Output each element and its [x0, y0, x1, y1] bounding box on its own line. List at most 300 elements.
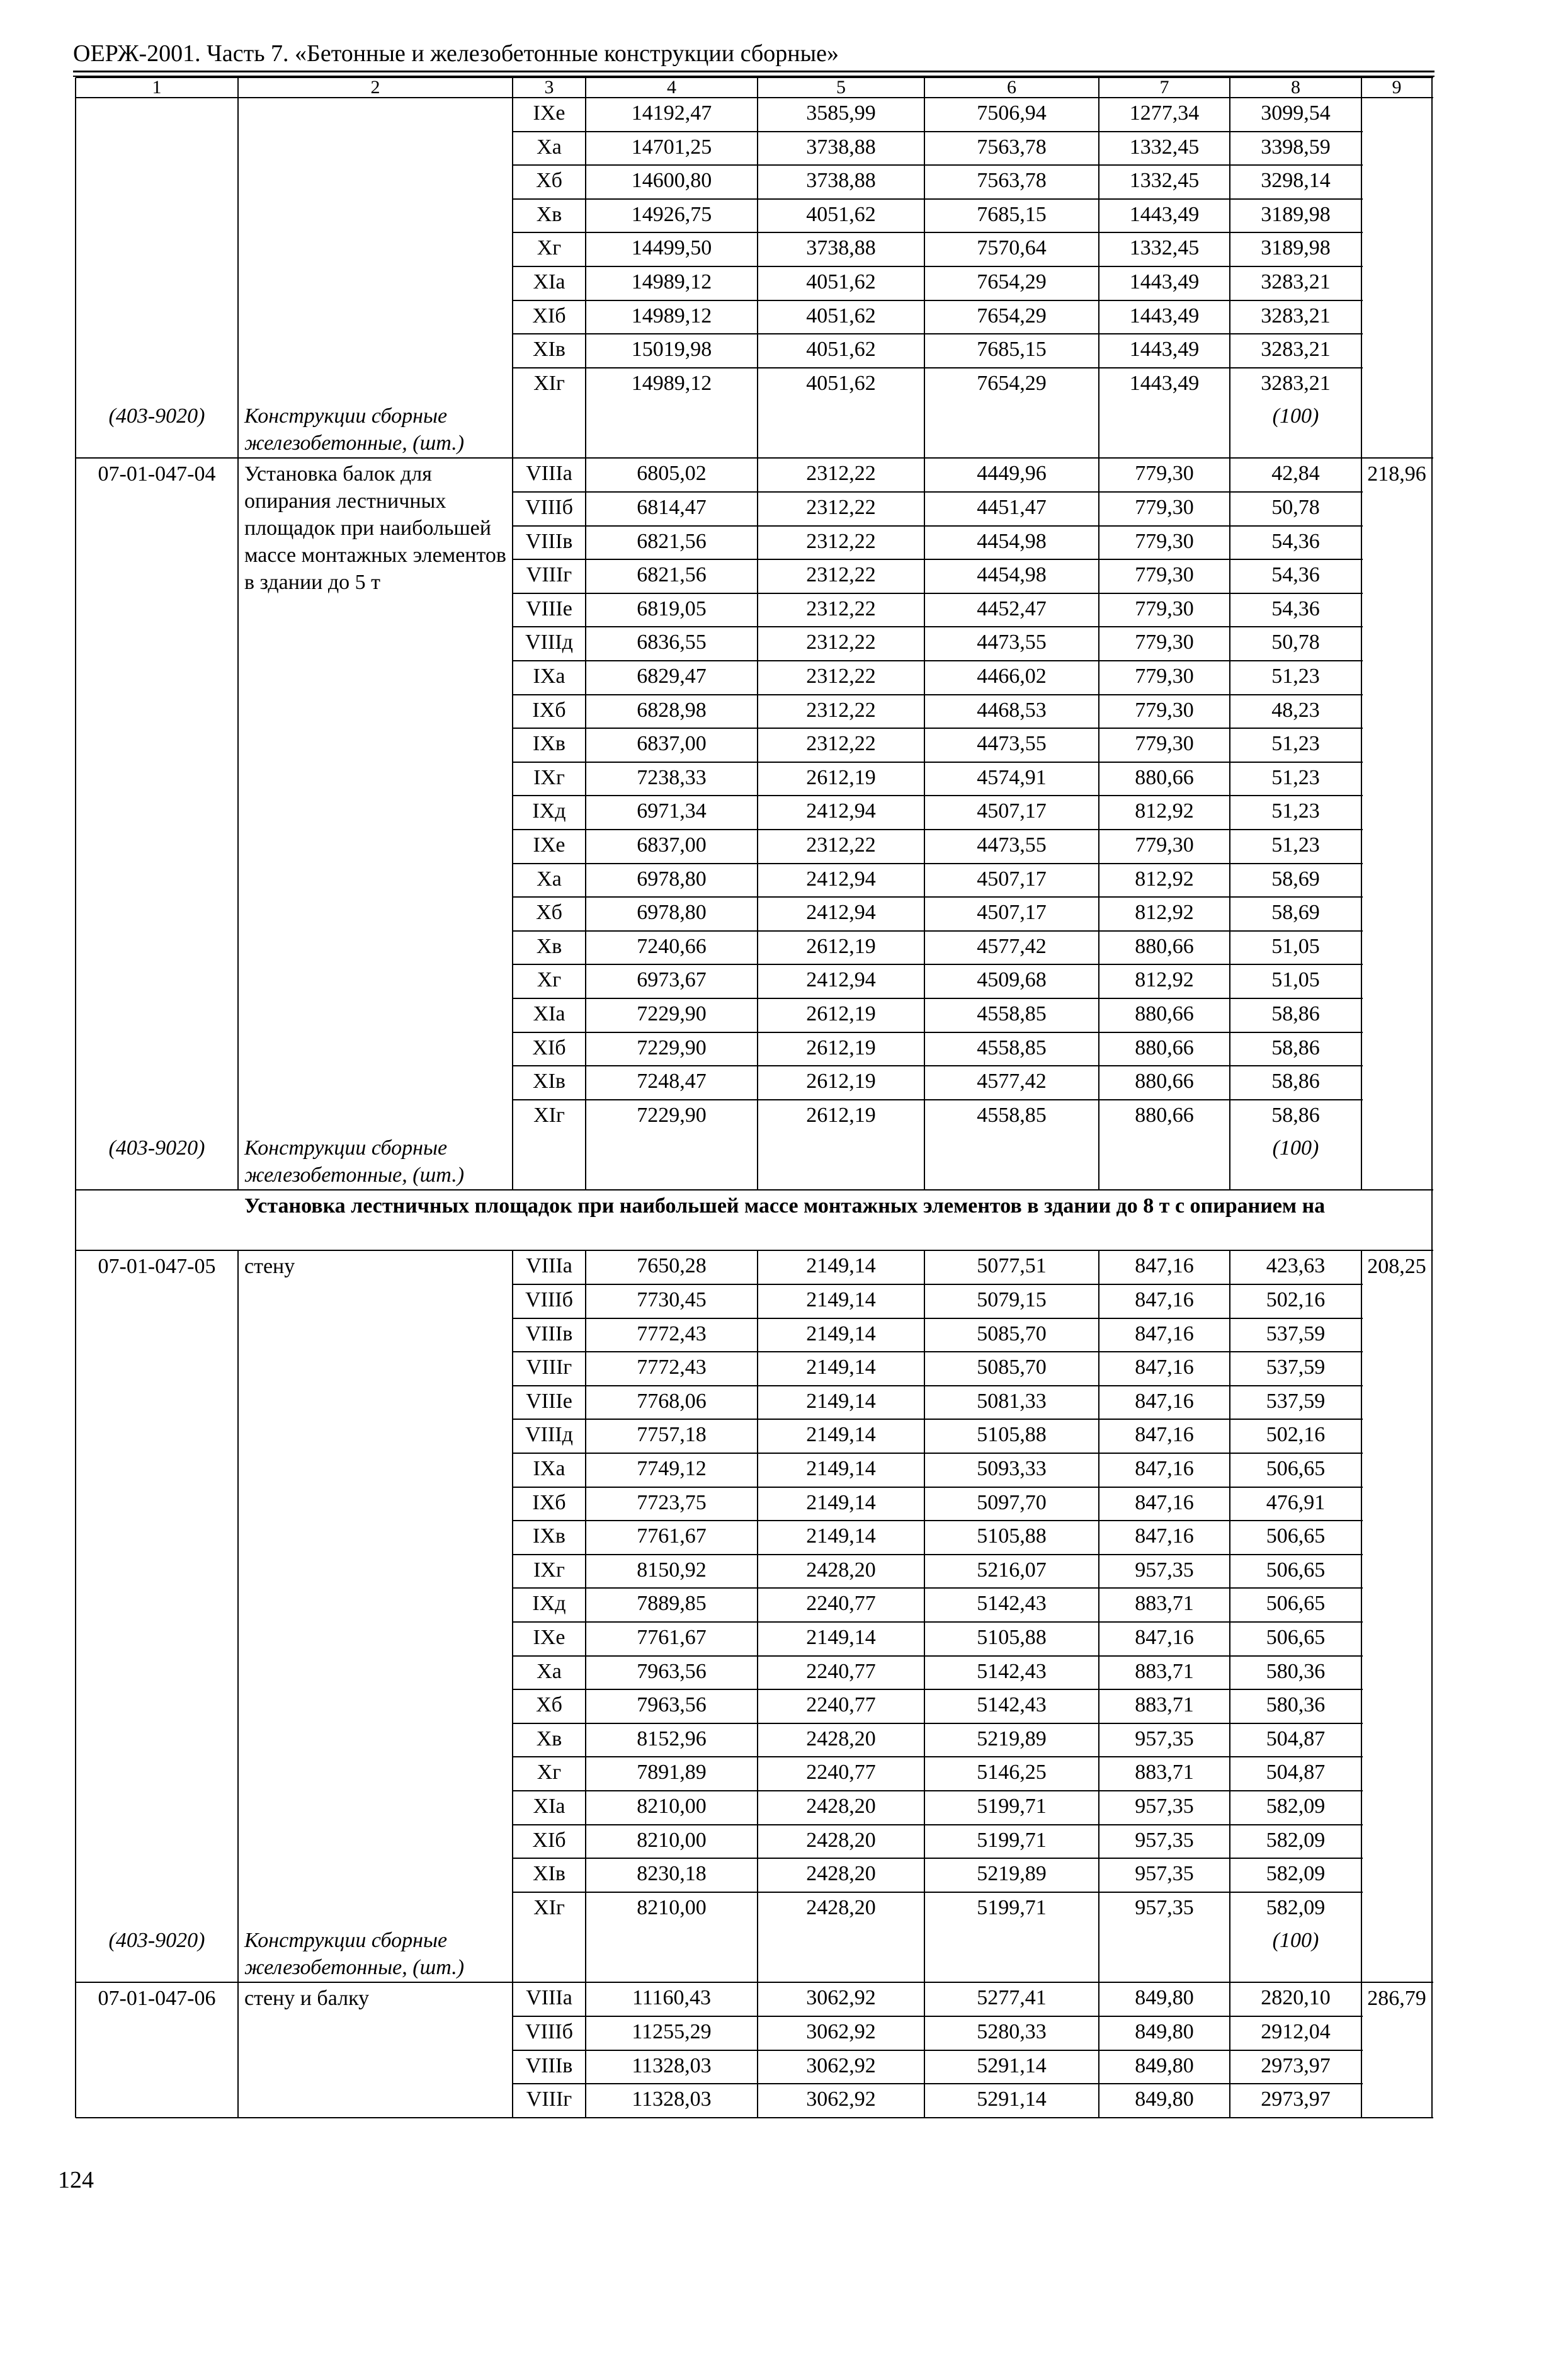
- column-number-header: 5: [836, 77, 846, 98]
- rate-value: 7229,90: [637, 1002, 707, 1025]
- column-rule: [1431, 1250, 1433, 1982]
- rate-value: 5291,14: [977, 2087, 1047, 2111]
- zone-code: Xв: [536, 202, 562, 226]
- rate-value: 7757,18: [637, 1423, 707, 1447]
- rate-value: 6828,98: [637, 698, 707, 722]
- rate-value: 6973,67: [637, 968, 707, 992]
- rate-value: 7563,78: [977, 169, 1047, 193]
- zone-code: VIIIб: [525, 2020, 573, 2043]
- zone-code: VIIIа: [526, 1254, 572, 1278]
- rate-col9-value: 208,25: [1367, 1255, 1426, 1279]
- rate-value: 3585,99: [806, 101, 876, 125]
- rate-value: 7570,64: [977, 236, 1047, 260]
- rate-value: 5199,71: [977, 1895, 1047, 1919]
- rate-value: 3283,21: [1261, 270, 1331, 294]
- rate-description: стену и балку: [244, 1987, 370, 2011]
- zone-code: VIIIе: [526, 597, 572, 620]
- zone-code: Xа: [537, 1659, 562, 1683]
- rate-value: 6819,05: [637, 597, 707, 620]
- resource-description: Конструкции сборные железобетонные, (шт.): [244, 1929, 465, 1980]
- zone-code: IXв: [533, 732, 565, 756]
- rate-value: 7963,56: [637, 1693, 707, 1717]
- rate-value: 2612,19: [806, 1103, 876, 1127]
- rate-value: 51,23: [1271, 765, 1320, 789]
- rate-value: 5081,33: [977, 1389, 1047, 1413]
- rate-value: 7685,15: [977, 338, 1047, 362]
- section-heading: Установка лестничных площадок при наибольшей массе монтажных элементов в здании до 8 т с опиранием на: [244, 1194, 1326, 1218]
- rate-value: 6805,02: [637, 462, 707, 486]
- rate-value: 7723,75: [637, 1490, 707, 1514]
- page-number: 124: [58, 2167, 94, 2193]
- rate-value: 4507,17: [977, 867, 1047, 891]
- rate-value: 5199,71: [977, 1828, 1047, 1852]
- rate-value: 957,35: [1135, 1862, 1194, 1886]
- rate-value: 14989,12: [631, 270, 712, 294]
- rate-value: 423,63: [1266, 1254, 1326, 1278]
- rate-value: 580,36: [1266, 1659, 1326, 1683]
- rate-value: 2240,77: [806, 1592, 876, 1616]
- rate-value: 2428,20: [806, 1727, 876, 1750]
- rate-value: 847,16: [1135, 1288, 1194, 1311]
- rate-value: 3189,98: [1261, 236, 1331, 260]
- rate-value: 7730,45: [637, 1288, 707, 1311]
- rate-value: 779,30: [1135, 833, 1194, 857]
- rate-value: 779,30: [1135, 698, 1194, 722]
- rate-value: 3062,92: [806, 2087, 876, 2111]
- rate-value: 957,35: [1135, 1727, 1194, 1750]
- rate-value: 5093,33: [977, 1457, 1047, 1480]
- rate-value: 2412,94: [806, 799, 876, 823]
- rate-value: 847,16: [1135, 1490, 1194, 1514]
- zone-code: VIIIб: [525, 496, 573, 519]
- rate-value: 2612,19: [806, 1002, 876, 1025]
- rate-value: 957,35: [1135, 1895, 1194, 1919]
- rate-value: 50,78: [1271, 496, 1320, 519]
- rate-value: 58,86: [1271, 1036, 1320, 1059]
- rate-value: 58,86: [1271, 1070, 1320, 1093]
- zone-code: XIг: [533, 1103, 565, 1127]
- rate-value: 3298,14: [1261, 169, 1331, 193]
- rate-value: 847,16: [1135, 1423, 1194, 1447]
- zone-code: IXе: [533, 101, 565, 125]
- rate-value: 4466,02: [977, 665, 1047, 688]
- column-number-header: 1: [152, 77, 162, 98]
- rate-value: 847,16: [1135, 1457, 1194, 1480]
- rate-value: 3099,54: [1261, 101, 1331, 125]
- zone-code: IXг: [533, 765, 565, 789]
- rate-value: 14926,75: [631, 202, 712, 226]
- zone-code: IXд: [532, 799, 566, 823]
- rate-value: 8150,92: [637, 1558, 707, 1582]
- rate-value: 880,66: [1135, 1070, 1194, 1093]
- rate-value: 849,80: [1135, 1986, 1194, 2010]
- column-rule: [75, 458, 76, 1190]
- rate-value: 2428,20: [806, 1862, 876, 1886]
- zone-code: XIг: [533, 1895, 565, 1919]
- column-rule: [75, 1190, 76, 1250]
- rate-value: 5105,88: [977, 1524, 1047, 1548]
- zone-code: XIб: [532, 1036, 566, 1059]
- zone-code: Xа: [537, 867, 562, 891]
- rate-value: 2149,14: [806, 1490, 876, 1514]
- rate-value: 4451,47: [977, 496, 1047, 519]
- rate-code: 07-01-047-04: [98, 462, 216, 486]
- zone-code: Xв: [536, 934, 562, 958]
- rate-col9-value: 218,96: [1367, 462, 1426, 486]
- rate-value: 2312,22: [806, 496, 876, 519]
- rate-value: 2312,22: [806, 631, 876, 654]
- rate-value: 1277,34: [1129, 101, 1200, 125]
- resource-description: Конструкции сборные железобетонные, (шт.): [244, 404, 465, 455]
- zone-code: Xб: [536, 901, 562, 925]
- rate-value: 2612,19: [806, 1070, 876, 1093]
- rate-value: 779,30: [1135, 732, 1194, 756]
- rate-value: 4051,62: [806, 338, 876, 362]
- rate-value: 4051,62: [806, 304, 876, 328]
- rate-value: 537,59: [1266, 1322, 1326, 1345]
- rate-value: 7685,15: [977, 202, 1047, 226]
- zone-code: IXе: [533, 833, 565, 857]
- rate-value: 7768,06: [637, 1389, 707, 1413]
- rate-value: 2312,22: [806, 698, 876, 722]
- rate-value: 2240,77: [806, 1693, 876, 1717]
- rate-value: 2240,77: [806, 1659, 876, 1683]
- rate-value: 2412,94: [806, 968, 876, 992]
- rate-value: 4051,62: [806, 202, 876, 226]
- rate-value: 4509,68: [977, 968, 1047, 992]
- column-number-header: 6: [1007, 77, 1016, 98]
- rate-value: 7650,28: [637, 1254, 707, 1278]
- rate-value: 502,16: [1266, 1288, 1326, 1311]
- rate-value: 2149,14: [806, 1322, 876, 1345]
- rate-value: 2973,97: [1261, 2053, 1331, 2077]
- rate-value: 2240,77: [806, 1761, 876, 1784]
- rate-value: 2149,14: [806, 1389, 876, 1413]
- rate-value: 957,35: [1135, 1795, 1194, 1818]
- rate-value: 5219,89: [977, 1862, 1047, 1886]
- rate-value: 582,09: [1266, 1862, 1326, 1886]
- document-header: ОЕРЖ-2001. Часть 7. «Бетонные и железобетонные конструкции сборные»: [73, 40, 839, 67]
- rate-value: 7240,66: [637, 934, 707, 958]
- rate-value: 3283,21: [1261, 371, 1331, 395]
- rate-value: 812,92: [1135, 867, 1194, 891]
- rate-value: 3062,92: [806, 2053, 876, 2077]
- zone-code: VIIIа: [526, 462, 572, 486]
- rate-value: 2312,22: [806, 665, 876, 688]
- zone-code: XIа: [533, 270, 565, 294]
- rate-value: 4558,85: [977, 1103, 1047, 1127]
- rate-value: 7229,90: [637, 1036, 707, 1059]
- column-number-header: 7: [1159, 77, 1169, 98]
- column-rule: [75, 1250, 76, 1982]
- rate-value: 7654,29: [977, 270, 1047, 294]
- rate-value: 5146,25: [977, 1761, 1047, 1784]
- rate-value: 2149,14: [806, 1423, 876, 1447]
- rate-value: 504,87: [1266, 1727, 1326, 1750]
- rate-value: 847,16: [1135, 1626, 1194, 1649]
- zone-code: Xб: [536, 1693, 562, 1717]
- column-number-header: 3: [544, 77, 554, 98]
- rate-value: 7654,29: [977, 304, 1047, 328]
- rate-value: 2149,14: [806, 1524, 876, 1548]
- rate-value: 7772,43: [637, 1322, 707, 1345]
- rate-value: 779,30: [1135, 496, 1194, 519]
- rate-value: 2428,20: [806, 1795, 876, 1818]
- rate-value: 1443,49: [1129, 270, 1200, 294]
- zone-code: IXб: [532, 1490, 566, 1514]
- rate-value: 7891,89: [637, 1761, 707, 1784]
- rate-value: 880,66: [1135, 1036, 1194, 1059]
- rate-value: 4473,55: [977, 833, 1047, 857]
- zone-code: VIIIд: [525, 631, 573, 654]
- rate-value: 537,59: [1266, 1389, 1326, 1413]
- rate-value: 58,86: [1271, 1103, 1320, 1127]
- header-rule: [73, 71, 1434, 72]
- rate-value: 506,65: [1266, 1592, 1326, 1616]
- rate-value: 476,91: [1266, 1490, 1326, 1514]
- rate-value: 847,16: [1135, 1356, 1194, 1379]
- rate-value: 1443,49: [1129, 202, 1200, 226]
- rate-value: 51,23: [1271, 665, 1320, 688]
- rate-value: 812,92: [1135, 799, 1194, 823]
- zone-code: XIв: [533, 1862, 565, 1886]
- rate-value: 883,71: [1135, 1592, 1194, 1616]
- rate-description: Установка балок для опирания лестничных площадок при наибольшей массе монтажных элементов в здании до 5 т: [244, 462, 506, 595]
- rate-value: 7238,33: [637, 765, 707, 789]
- column-rule: [1431, 458, 1433, 1190]
- rate-value: 2428,20: [806, 1828, 876, 1852]
- rate-value: 883,71: [1135, 1659, 1194, 1683]
- rate-value: 957,35: [1135, 1558, 1194, 1582]
- rate-value: 582,09: [1266, 1795, 1326, 1818]
- column-number-header: 8: [1291, 77, 1300, 98]
- rate-value: 7889,85: [637, 1592, 707, 1616]
- column-number-header: 4: [667, 77, 676, 98]
- rate-value: 1332,45: [1129, 236, 1200, 260]
- rate-value: 847,16: [1135, 1322, 1194, 1345]
- rate-value: 582,09: [1266, 1828, 1326, 1852]
- zone-code: Xв: [536, 1727, 562, 1750]
- rate-value: 6978,80: [637, 901, 707, 925]
- rate-value: 51,23: [1271, 732, 1320, 756]
- rate-value: 5216,07: [977, 1558, 1047, 1582]
- rate-value: 883,71: [1135, 1693, 1194, 1717]
- rate-value: 5280,33: [977, 2020, 1047, 2043]
- rate-value: 2312,22: [806, 732, 876, 756]
- rate-value: 2412,94: [806, 867, 876, 891]
- rate-value: 880,66: [1135, 765, 1194, 789]
- rate-value: 3738,88: [806, 135, 876, 159]
- rate-value: 54,36: [1271, 563, 1320, 587]
- rate-value: 7772,43: [637, 1356, 707, 1379]
- rate-value: 5291,14: [977, 2053, 1047, 2077]
- rates-table: [76, 77, 1432, 2161]
- zone-code: XIб: [532, 304, 566, 328]
- rate-value: 5219,89: [977, 1727, 1047, 1750]
- rate-value: 2149,14: [806, 1626, 876, 1649]
- rate-value: 4051,62: [806, 371, 876, 395]
- rate-value: 506,65: [1266, 1558, 1326, 1582]
- zone-code: XIа: [533, 1795, 565, 1818]
- rate-value: 2912,04: [1261, 2020, 1331, 2043]
- rate-value: 847,16: [1135, 1389, 1194, 1413]
- rate-value: 7563,78: [977, 135, 1047, 159]
- column-number-header: 2: [370, 77, 380, 98]
- rate-value: 6978,80: [637, 867, 707, 891]
- rate-value: 15019,98: [631, 338, 712, 362]
- rate-value: 1332,45: [1129, 169, 1200, 193]
- rate-value: 2412,94: [806, 901, 876, 925]
- zone-code: IXе: [533, 1626, 565, 1649]
- rate-value: 880,66: [1135, 934, 1194, 958]
- rate-value: 847,16: [1135, 1524, 1194, 1548]
- rate-value: 2312,22: [806, 597, 876, 620]
- rate-value: 3738,88: [806, 169, 876, 193]
- zone-code: IXв: [533, 1524, 565, 1548]
- rate-value: 2612,19: [806, 765, 876, 789]
- rate-value: 51,05: [1271, 934, 1320, 958]
- rate-value: 849,80: [1135, 2020, 1194, 2043]
- zone-code: Xг: [537, 1761, 562, 1784]
- rate-value: 54,36: [1271, 597, 1320, 620]
- rate-value: 5105,88: [977, 1626, 1047, 1649]
- rate-value: 506,65: [1266, 1457, 1326, 1480]
- zone-code: VIIIб: [525, 1288, 573, 1311]
- zone-code: Xа: [537, 135, 562, 159]
- rate-value: 812,92: [1135, 901, 1194, 925]
- resource-description: Конструкции сборные железобетонные, (шт.): [244, 1136, 465, 1187]
- rate-value: 3398,59: [1261, 135, 1331, 159]
- rate-code: 07-01-047-05: [98, 1255, 216, 1279]
- rate-value: 8210,00: [637, 1828, 707, 1852]
- rate-value: 3189,98: [1261, 202, 1331, 226]
- rate-value: 4574,91: [977, 765, 1047, 789]
- rate-value: 6829,47: [637, 665, 707, 688]
- rate-value: 14192,47: [631, 101, 712, 125]
- rate-value: 779,30: [1135, 529, 1194, 553]
- rate-value: 3283,21: [1261, 338, 1331, 362]
- rate-value: 14499,50: [631, 236, 712, 260]
- rate-value: 537,59: [1266, 1356, 1326, 1379]
- rate-value: 4454,98: [977, 563, 1047, 587]
- rate-value: 14701,25: [631, 135, 712, 159]
- rate-value: 502,16: [1266, 1423, 1326, 1447]
- resource-quantity: (100): [1272, 1136, 1319, 1160]
- rate-value: 4558,85: [977, 1036, 1047, 1059]
- rate-value: 58,86: [1271, 1002, 1320, 1025]
- rate-value: 5277,41: [977, 1986, 1047, 2010]
- rate-value: 3738,88: [806, 236, 876, 260]
- rate-value: 4473,55: [977, 631, 1047, 654]
- column-number-header: 9: [1392, 77, 1402, 98]
- rate-value: 3283,21: [1261, 304, 1331, 328]
- rate-value: 51,23: [1271, 799, 1320, 823]
- rate-value: 4454,98: [977, 529, 1047, 553]
- rate-value: 2312,22: [806, 833, 876, 857]
- zone-code: XIа: [533, 1002, 565, 1025]
- rate-value: 8230,18: [637, 1862, 707, 1886]
- rate-value: 880,66: [1135, 1002, 1194, 1025]
- rate-value: 11328,03: [632, 2053, 712, 2077]
- rate-value: 48,23: [1271, 698, 1320, 722]
- zone-code: VIIIв: [525, 1322, 573, 1345]
- rate-value: 5079,15: [977, 1288, 1047, 1311]
- resource-code: (403-9020): [108, 1929, 205, 1953]
- zone-code: VIIIг: [526, 563, 572, 587]
- rate-value: 8210,00: [637, 1895, 707, 1919]
- rate-value: 7749,12: [637, 1457, 707, 1480]
- rate-value: 779,30: [1135, 597, 1194, 620]
- zone-code: IXг: [533, 1558, 565, 1582]
- rate-value: 2149,14: [806, 1254, 876, 1278]
- column-rule: [1431, 98, 1433, 458]
- zone-code: IXб: [532, 698, 566, 722]
- zone-code: IXд: [532, 1592, 566, 1616]
- rate-value: 2428,20: [806, 1895, 876, 1919]
- rate-value: 2312,22: [806, 462, 876, 486]
- rate-value: 849,80: [1135, 2087, 1194, 2111]
- rate-value: 4449,96: [977, 462, 1047, 486]
- rate-value: 11160,43: [632, 1986, 711, 2010]
- rate-value: 42,84: [1271, 462, 1320, 486]
- rate-value: 11255,29: [632, 2020, 712, 2043]
- rate-value: 7761,67: [637, 1524, 707, 1548]
- rate-value: 3062,92: [806, 1986, 876, 2010]
- rate-value: 504,87: [1266, 1761, 1326, 1784]
- rate-value: 3062,92: [806, 2020, 876, 2043]
- rate-value: 7654,29: [977, 371, 1047, 395]
- rate-value: 7761,67: [637, 1626, 707, 1649]
- rate-value: 847,16: [1135, 1254, 1194, 1278]
- rate-value: 2149,14: [806, 1288, 876, 1311]
- zone-code: IXа: [533, 665, 565, 688]
- rate-value: 50,78: [1271, 631, 1320, 654]
- rate-value: 5105,88: [977, 1423, 1047, 1447]
- rate-value: 8152,96: [637, 1727, 707, 1750]
- rate-value: 6821,56: [637, 563, 707, 587]
- rate-value: 14989,12: [631, 304, 712, 328]
- rate-col9-value: 286,79: [1367, 1987, 1426, 2011]
- zone-code: Xг: [537, 236, 562, 260]
- rate-value: 6837,00: [637, 833, 707, 857]
- rate-value: 58,69: [1271, 901, 1320, 925]
- rate-value: 957,35: [1135, 1828, 1194, 1852]
- rate-value: 2312,22: [806, 529, 876, 553]
- rate-value: 5085,70: [977, 1322, 1047, 1345]
- rate-value: 812,92: [1135, 968, 1194, 992]
- zone-code: XIв: [533, 338, 565, 362]
- rate-value: 2612,19: [806, 934, 876, 958]
- rate-value: 2312,22: [806, 563, 876, 587]
- rate-value: 779,30: [1135, 631, 1194, 654]
- rate-value: 4051,62: [806, 270, 876, 294]
- rate-value: 2820,10: [1261, 1986, 1331, 2010]
- rate-value: 4507,17: [977, 901, 1047, 925]
- rate-value: 7229,90: [637, 1103, 707, 1127]
- rate-value: 5142,43: [977, 1693, 1047, 1717]
- rate-description: стену: [244, 1255, 295, 1279]
- resource-code: (403-9020): [108, 404, 205, 428]
- zone-code: XIв: [533, 1070, 565, 1093]
- zone-code: Xб: [536, 169, 562, 193]
- rate-value: 51,23: [1271, 833, 1320, 857]
- rate-value: 883,71: [1135, 1761, 1194, 1784]
- rate-value: 582,09: [1266, 1895, 1326, 1919]
- rate-value: 4577,42: [977, 934, 1047, 958]
- rate-value: 4558,85: [977, 1002, 1047, 1025]
- zone-code: VIIIг: [526, 2087, 572, 2111]
- rate-value: 1443,49: [1129, 304, 1200, 328]
